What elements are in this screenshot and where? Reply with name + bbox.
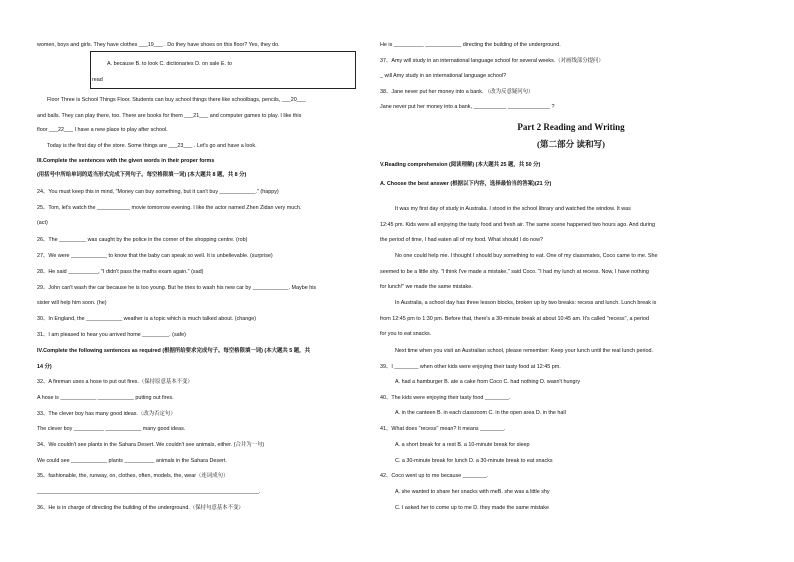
right-text-line: It was my first day of study in Australia. I stood in the school library and watched the window. It was [395, 206, 631, 212]
right-text-line: C. a 30-minute break for lunch D. a 30-minute break to eat snacks [395, 458, 553, 464]
right-text-line: 39、I ________ when other kids were enjoying their tasty food at 12:45 pm. [380, 364, 561, 370]
right-text-line: Next time when you visit an Australian school, please remember: Keep your lunch until the real lunch period. [395, 348, 653, 354]
right-text-line: from 12:45 pm to 1:30 pm. Before that, there's a 30-minute break at about 10:45 am. It's called "recess", a period [380, 316, 649, 322]
left-text-line: 34、We couldn't see plants in the Sahara Desert. We couldn't see animals, either. (合并为一句) [37, 442, 265, 448]
right-text-line: 38、Jane never put her money into a bank. （改为反意疑问句） [380, 89, 534, 95]
right-text-line: for you to eat snacks. [380, 331, 432, 337]
left-text-line: 32、A fireman uses a hose to put out fires.（保持原意基本不变） [37, 379, 193, 385]
right-text-line: the period of time, I had eaten all of my food. What should I do now? [380, 237, 544, 243]
word-options-box [90, 51, 356, 89]
right-text-line: A. she wanted to share her snacks with meB. she was a little shy [395, 489, 550, 495]
left-text-line: read [92, 77, 103, 83]
left-text-line: sister will help him soon. (he) [37, 300, 107, 306]
right-text-line: A. had a hamburger B. ate a cake from Coco C. had nothing D. wasn't hungry [395, 379, 581, 385]
left-text-line: 14 分) [37, 364, 52, 370]
right-text-line: 12:45 pm. Kids were all enjoying the tasty food and fresh air. The same scene happened two hours ago. And during [380, 222, 655, 228]
left-text-line: floor ___22___ I have a new place to play after school. [37, 127, 168, 133]
right-text-line: 41、What does "recess" mean? It means ________. [380, 426, 506, 432]
part-title: Part 2 Reading and Writing [517, 122, 625, 132]
right-text-line: V.Reading comprehension (阅读理解) (本大题共 25 题，共 50 分) [380, 162, 541, 168]
left-text-line: women, boys and girls. They have clothes ___19___ . Do they have shoes on this floor? Yes, they do. [37, 42, 280, 48]
right-text-line: A. a short break for a rest B. a 10-minute break for sleep [395, 442, 530, 448]
left-text-line: 35、fashionable, the, runway, on, clothes, often, models, the, wear（连词成句） [37, 473, 229, 479]
left-text-line: A hose is ____________ ____________ putting out fires. [37, 395, 174, 401]
right-text-line: No one could help me. I thought I should buy something to eat. One of my classmates, Coco came to me. She [395, 253, 658, 259]
left-text-line: The clever boy __________ ____________ many good ideas. [37, 426, 186, 432]
right-text-line: A. Choose the best answer (根据以下内容，选择最恰当的答案)(21 分) [380, 181, 552, 187]
left-text-line: 24、You must keep this in mind, "Money can buy something, but it can't buy ____________." (happy) [37, 189, 279, 195]
right-text-line: seemed to be a little shy. "I think I've made a mistake," said Coco. "I had my lunch at recess. Now, I have nothing [380, 269, 649, 275]
right-text-line: A. in the canteen B. in each classroom C. in the open area D. in the hall [395, 410, 566, 416]
left-text-line: 25、Tom, let's watch the ___________ movie tomorrow evening. I like the actor named Zhen Zidan very much. [37, 205, 302, 211]
left-text-line: 27、We were ____________ to know that the baby can speak so well. It is unbelievable. (surprise) [37, 253, 273, 259]
left-text-line: 36、He is in charge of directing the building of the underground.（保持句意基本不变） [37, 505, 244, 511]
right-text-line: 37、Amy will study in an international language school for several weeks.（对画线部分提问） [380, 58, 604, 64]
left-text-line: (用括号中所给单词的适当形式完成下列句子。每空格限填一词) (本大题共 8 题，共 8 分) [37, 172, 247, 178]
right-text-line: C. I asked her to come up to me D. they made the same mistake [395, 505, 550, 511]
left-text-line: 29、John can't wash the car because he is too young. But he tries to wash his new car by ____________. Maybe his [37, 285, 317, 291]
left-text-line: __________________________________________________________________________. [37, 489, 261, 495]
left-text-line: 33、The clever boy has many good ideas.（改为否定句） [37, 411, 176, 417]
left-text-line: (act) [37, 220, 48, 226]
left-text-line: Floor Three is School Things Floor. Students can buy school things there like schoolbags, pencils, ___20___ [47, 97, 306, 103]
left-text-line: and balls. They can play there, too. There are books for them ___21___ and computer games to play. I like this [37, 113, 302, 119]
right-column [380, 0, 762, 562]
left-text-line: Today is the first day of the store. Some things are ___23___ . Let's go and have a look. [47, 143, 257, 149]
left-text-line: 28、He said __________, "I didn't pass the maths exam again." (sad) [37, 269, 204, 275]
left-text-line: 31、I am pleased to hear you arrived home _________. (safe) [37, 332, 186, 338]
left-column [37, 0, 407, 562]
right-text-line: In Australia, a school day has three lesson blocks, broken up by two breaks: recess and lunch. Lunch break is [395, 300, 657, 306]
left-text-line: 30、In England, the ____________ weather is a topic which is much talked about. (change) [37, 316, 257, 322]
right-text-line: 42、Coco went up to me because ________. [380, 473, 489, 479]
right-text-line: _ will Amy study in an international language school? [380, 73, 507, 79]
right-text-line: Jane never put her money into a bank, ___________ ______________ ? [380, 104, 555, 110]
left-text-line: III.Complete the sentences with the given words in their proper forms [37, 158, 215, 164]
left-text-line: We could see ____________ plants __________ animals in the Sahara Desert. [37, 458, 227, 464]
right-text-line: 40、The kids were enjoying their tasty food ________. [380, 395, 511, 401]
left-text-line: IV.Complete the following sentences as required (根据所给要求完成句子。每空格限填一词) (本大题共 5 题，共 [37, 348, 310, 354]
right-text-line: He is __________ ____________ directing the building of the underground. [380, 42, 561, 48]
left-text-line: A. because B. to look C. dictionaries D. on sale E. to [107, 61, 232, 67]
right-text-line: for lunch!" we made the same mistake. [380, 284, 473, 290]
left-text-line: 26、The _________ was caught by the police in the corner of the shopping centre. (rob) [37, 237, 248, 243]
part-subtitle: (第二部分 读和写) [536, 139, 606, 149]
